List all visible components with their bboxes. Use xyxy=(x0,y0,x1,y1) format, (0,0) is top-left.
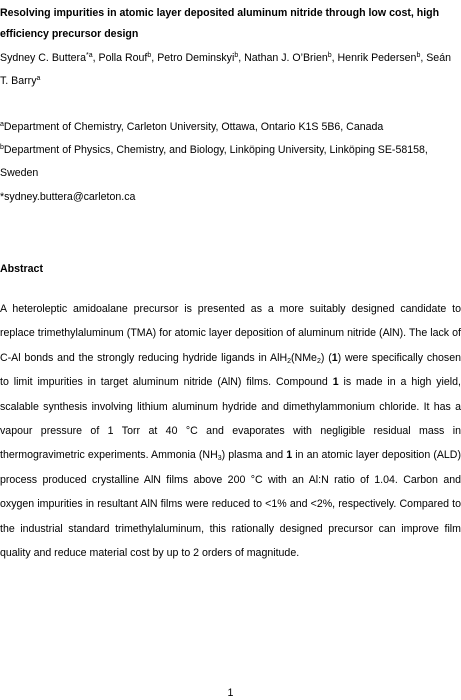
author: Nathan J. O’Brien$^b$, xyxy=(244,52,338,64)
author-list xyxy=(0,47,458,93)
affiliation-a xyxy=(0,116,461,139)
compound-number: 1 xyxy=(331,351,338,364)
author: Henrik Pedersen$^b$, xyxy=(337,52,427,64)
compound-number: 1 xyxy=(332,376,339,389)
author-affiliation-mark: b xyxy=(416,52,421,59)
abstract-body: A heteroleptic amidoalane precursor is presented as a more suitably designed candidate to replace trimethylaluminum (TMA) for atomic layer deposition of aluminum nitride (AlN). The lack of C-Al bonds and the strongly reducing hydride ligands in AlH$_2$(NMe$_2$) (1) were specifically chosen to limit impurities in target aluminum nitride (AlN) films. Compound 1 is made in a high yield, scalable synthesis involving lithium aluminum hydride and dimethylammonium chloride. It has a vapour pressure of 1 Torr at 40 °C and evaporates with negligible residual mass in thermogravimetric experiments. Ammonia $(NH_3)$ plasma and 1 in an atomic layer deposition (ALD) process produced crystalline AlN films above 200 °C with an Al:N ratio of 1.04. Carbon and oxygen impurities in resultant AlN films were reduced to <1% and <2%, respectively. Compared to the industrial standard trimethylaluminum, this rationally designed precursor can improve film quality and reduce material cost by up to 2 orders of magnitude. xyxy=(0,303,461,560)
author: Polla Rouf$^b$, xyxy=(98,52,158,64)
author-name: Sydney C. Buttera xyxy=(0,52,86,64)
affiliation-mark: a xyxy=(0,121,4,128)
affiliation-mark: b xyxy=(0,144,4,151)
author-name: Henrik Pedersen xyxy=(337,52,417,64)
author-name: Nathan J. O’Brien xyxy=(244,52,328,64)
author-affiliation-mark: b xyxy=(147,52,152,59)
author-name: Seán T. Barry xyxy=(0,52,451,87)
affiliation-b xyxy=(0,139,460,185)
author-affiliation-mark: b xyxy=(327,52,332,59)
author: Sydney C. Buttera$^{*a}$, xyxy=(0,52,99,64)
affiliation-text: Department of Chemistry, Carleton University, Ottawa, Ontario K1S 5B6, Canada xyxy=(3,121,384,133)
compound-number: 1 xyxy=(286,449,293,462)
page-number: 1 xyxy=(227,687,234,699)
author: Petro Deminskyi$^b$, xyxy=(157,52,245,64)
affiliation-text: Department of Physics, Chemistry, and Biology, Linköping University, Linköping SE-58158, Sweden xyxy=(0,144,428,179)
author-name: Polla Rouf xyxy=(98,52,148,64)
abstract-heading: Abstract xyxy=(0,263,43,275)
author-affiliation-mark: *a xyxy=(85,52,93,59)
paper-title: Resolving impurities in atomic layer deposited aluminum nitride through low cost, high efficiency precursor design xyxy=(0,7,440,40)
author-affiliation-mark: b xyxy=(234,52,239,59)
author-name: Petro Deminskyi xyxy=(157,52,235,64)
corresponding-email: *sydney.buttera@carleton.ca xyxy=(0,191,136,203)
author-affiliation-mark: a xyxy=(36,75,41,82)
